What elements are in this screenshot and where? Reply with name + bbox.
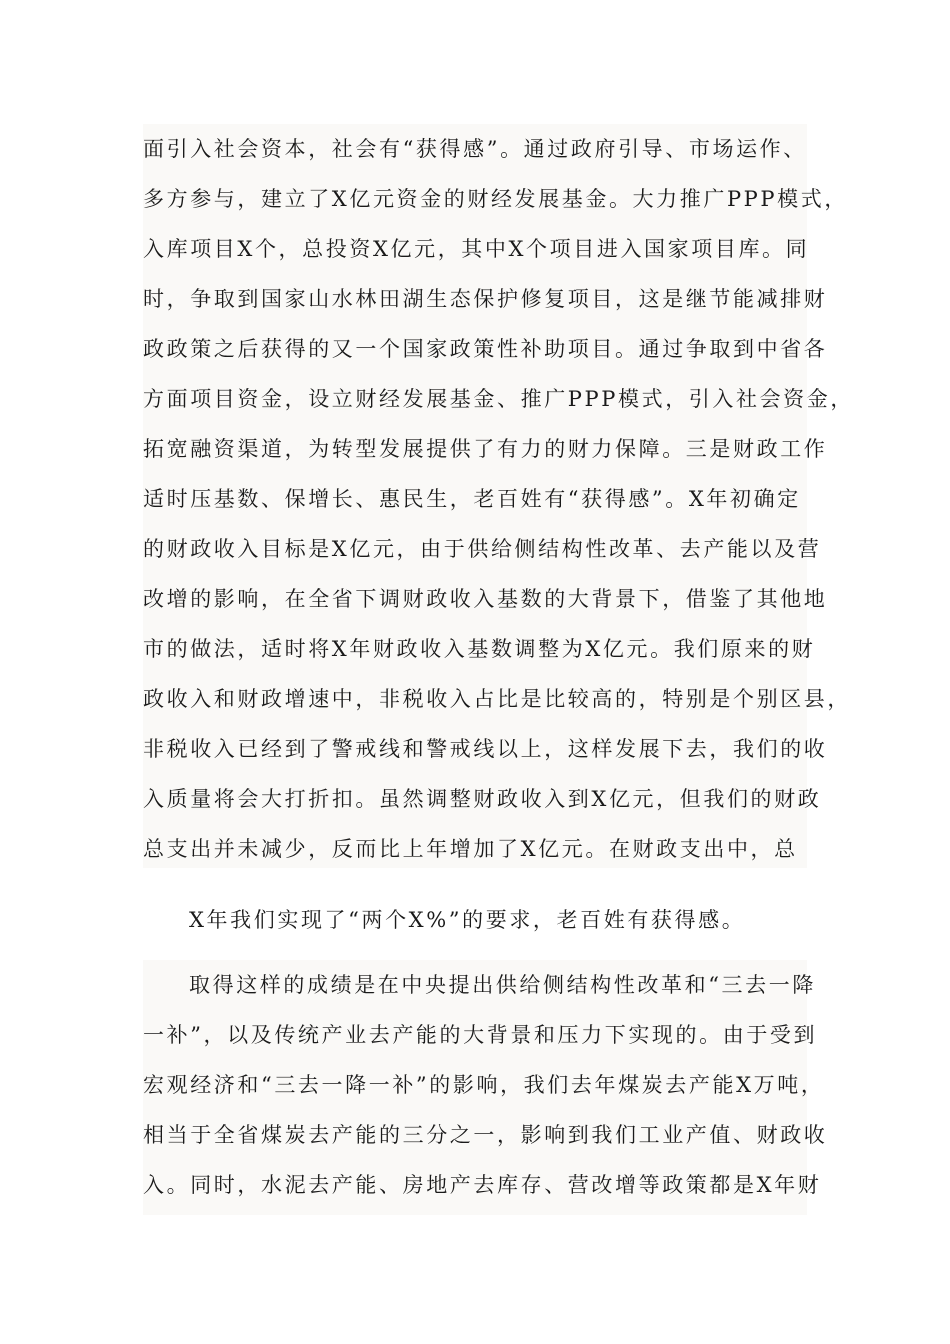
text-line: 入库项目X个，总投资X亿元，其中X个项目进入国家项目库。同 [143,237,810,261]
text-line: 取得这样的成绩是在中央提出供给侧结构性改革和“三去一降 [189,973,816,997]
text-line: 面引入社会资本，社会有“获得感”。通过政府引导、市场运作、 [143,137,807,161]
text-line: 政收入和财政增速中，非税收入占比是比较高的，特别是个别区县， [143,687,851,711]
text-line: 一补”，以及传统产业去产能的大背景和压力下实现的。由于受到 [143,1023,818,1047]
text-line: X年我们实现了“两个X%”的要求，老百姓有获得感。 [189,908,746,932]
text-line: 改增的影响，在全省下调财政收入基数的大背景下，借鉴了其他地 [143,587,828,611]
text-line: 总支出并未减少，反而比上年增加了X亿元。在财政支出中，总 [143,837,798,861]
text-line: 适时压基数、保增长、惠民生，老百姓有“获得感”。X年初确定 [143,487,801,511]
text-line: 相当于全省煤炭去产能的三分之一，影响到我们工业产值、财政收 [143,1123,828,1147]
text-line: 拓宽融资渠道，为转型发展提供了有力的财力保障。三是财政工作 [143,437,828,461]
text-line: 入。同时，水泥去产能、房地产去库存、营改增等政策都是X年财 [143,1173,822,1197]
text-line: 多方参与，建立了X亿元资金的财经发展基金。大力推广PPP模式， [143,187,848,211]
paragraph-continued [143,124,854,868]
text-line: 时，争取到国家山水林田湖生态保护修复项目，这是继节能减排财 [143,287,828,311]
text-line: 宏观经济和“三去一降一补”的影响，我们去年煤炭去产能X万吨， [143,1073,825,1097]
text-line: 入质量将会大打折扣。虽然调整财政收入到X亿元，但我们的财政 [143,787,822,811]
text-line: 非税收入已经到了警戒线和警戒线以上，这样发展下去，我们的收 [143,737,828,761]
text-line: 市的做法，适时将X年财政收入基数调整为X亿元。我们原来的财 [143,637,816,661]
paragraph-achievement [143,960,828,1215]
paragraph-summary [143,878,807,948]
text-line: 方面项目资金，设立财经发展基金、推广PPP模式，引入社会资金， [143,387,854,411]
text-line: 政政策之后获得的又一个国家政策性补助项目。通过争取到中省各 [143,337,828,361]
text-line: 的财政收入目标是X亿元，由于供给侧结构性改革、去产能以及营 [143,537,822,561]
